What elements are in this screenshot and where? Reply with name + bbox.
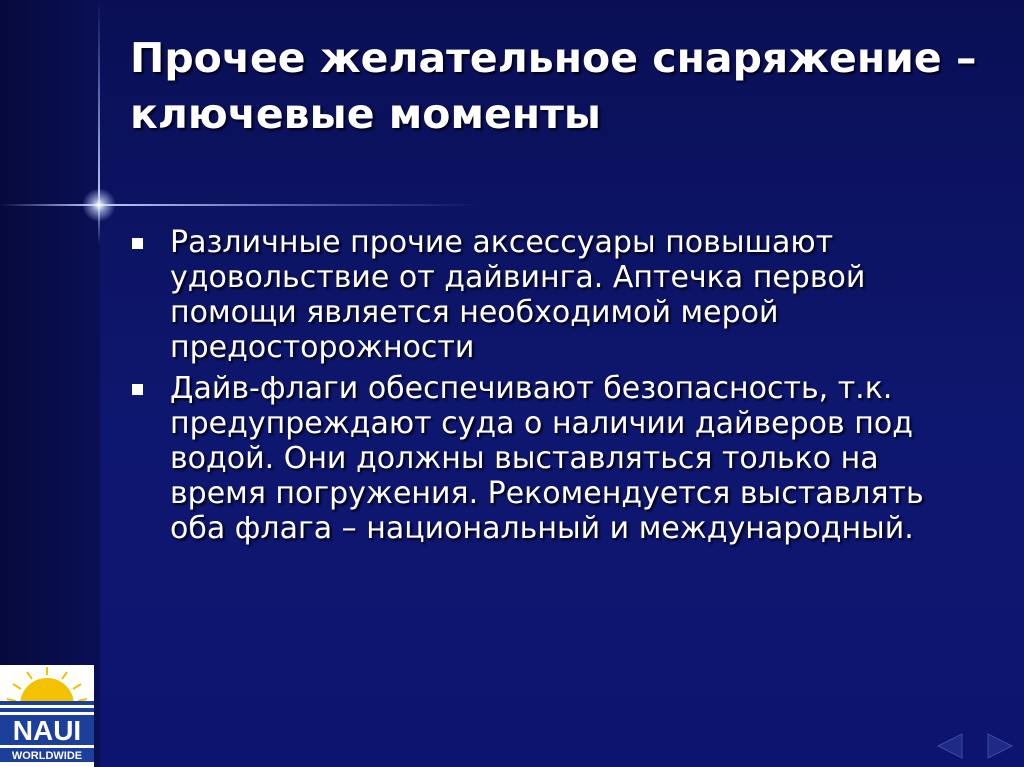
- horizontal-light-line: [0, 204, 480, 206]
- bullet-item-1: [130, 225, 960, 365]
- bullet-item-2: [130, 371, 960, 546]
- triangle-right-icon: [984, 731, 1016, 761]
- logo-subtitle: WORLDWIDE: [11, 750, 83, 762]
- triangle-left-icon: [934, 731, 966, 761]
- bullet-square-icon: [132, 384, 143, 395]
- bullet-list: [130, 225, 960, 552]
- left-band: [0, 0, 100, 767]
- bullet-square-icon: [132, 238, 143, 249]
- previous-slide-button[interactable]: [934, 731, 966, 761]
- bullet-text: Дайв-флаги обеспечивают безопасность, т.к. предупреждают суда о наличии дайверов под водой. Они должны выставляться только на время погружения. Рекомендуется выставлять оба флага – национальный и международный.: [170, 371, 924, 546]
- bullet-text: Различные прочие аксессуары повышают удовольствие от дайвинга. Аптечка первой помощи является необходимой мерой предосторожности: [170, 225, 866, 365]
- sun-icon: [7, 667, 87, 705]
- logo-name: NAUI: [12, 715, 82, 746]
- naui-logo-graphic: [0, 665, 94, 767]
- naui-logo: [0, 665, 94, 767]
- slide-title: Прочее желательное снаряжение – ключевые моменты: [130, 34, 977, 138]
- star-flare: [82, 188, 116, 222]
- next-slide-button[interactable]: [984, 731, 1016, 761]
